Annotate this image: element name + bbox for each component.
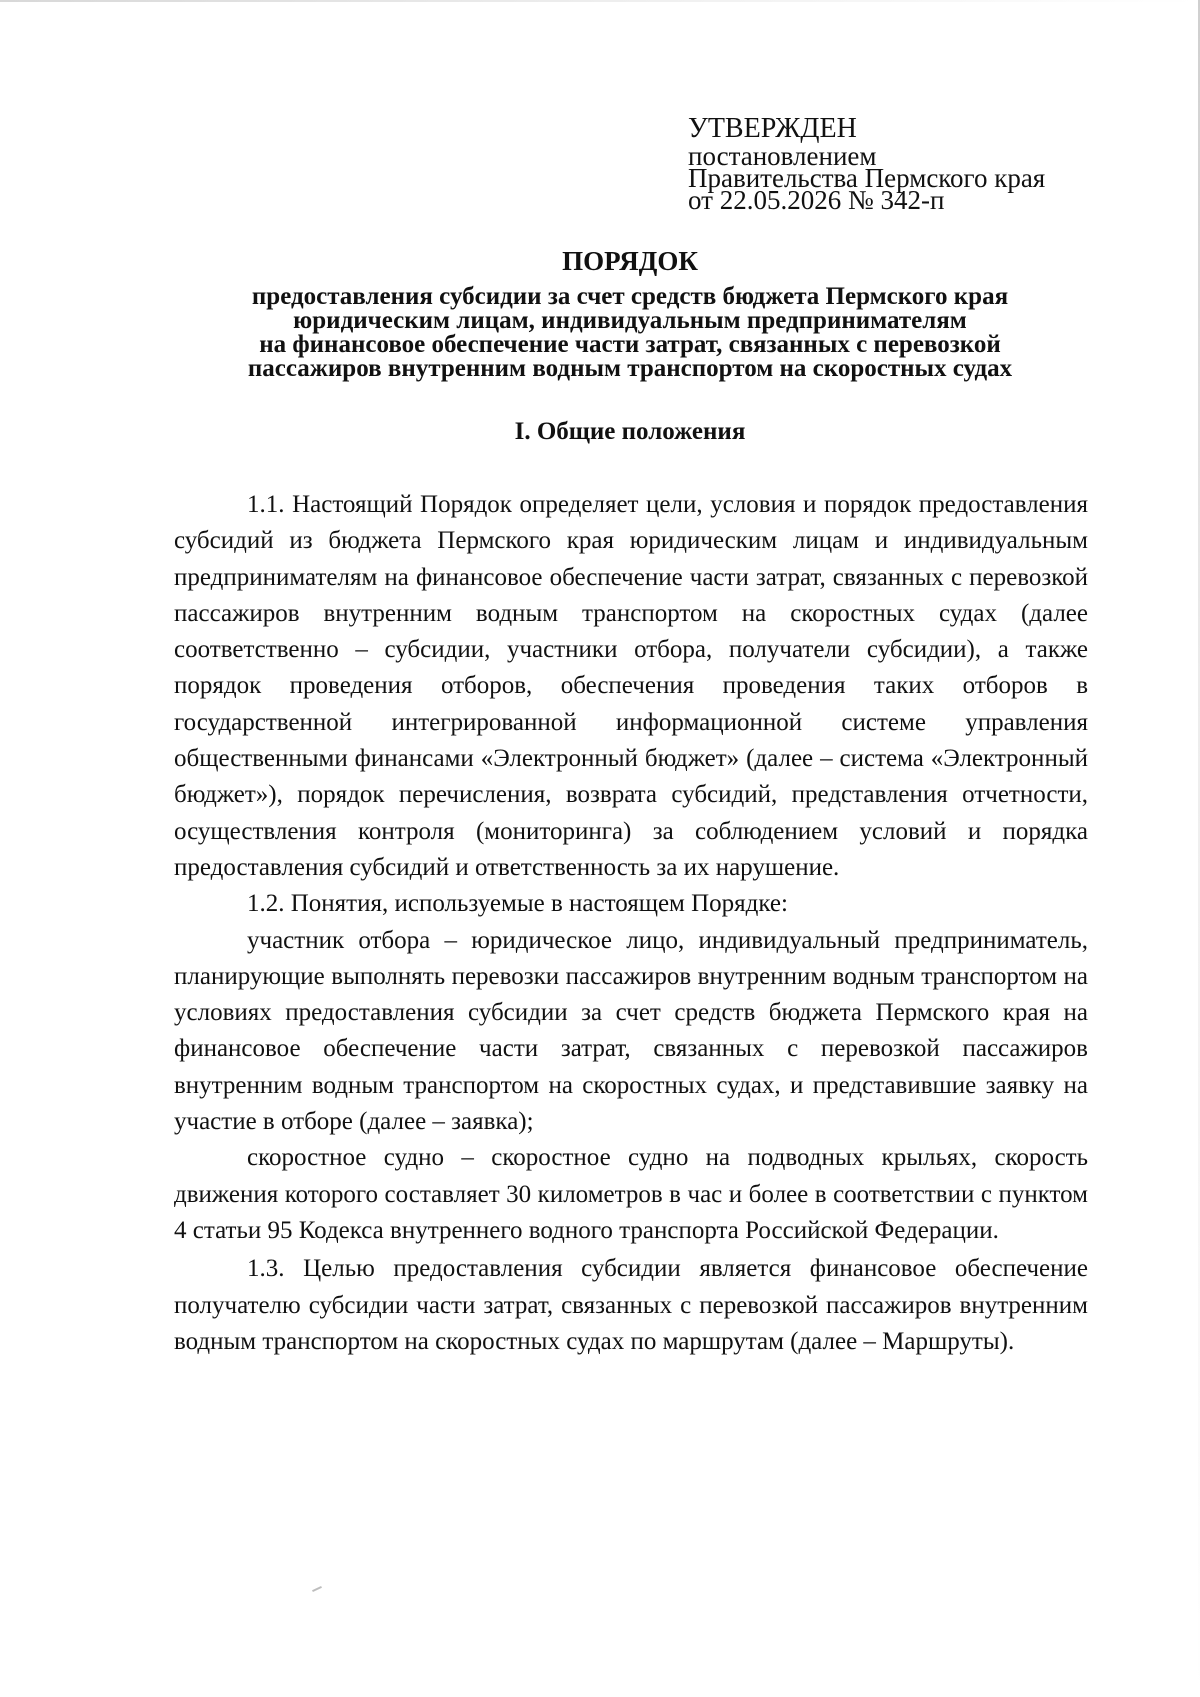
section-heading: I. Общие положения <box>514 418 746 445</box>
subtitle-line-4: пассажиров внутренним водным транспортом на скоростных судах <box>247 355 1013 382</box>
document-body <box>174 487 1088 1360</box>
subtitle-line-2: юридическим лицам, индивидуальным предпринимателям <box>293 307 967 334</box>
approval-line-1: постановлением <box>688 141 877 171</box>
paragraph-1-2: 1.2. Понятия, используемые в настоящем Порядке: <box>247 890 788 918</box>
scan-edge-top <box>0 0 1200 2</box>
paragraph-1-1: 1.1. Настоящий Порядок определяет цели, условия и порядок предоставления субсидий из бюджета Пермского края юридическим лицам и индивидуальным предпринимателям на финансовое обеспечение части затрат, связанных с перевозкой пассажиров внутренним водным транспортом на скоростных судах (далее соответственно – субсидии, участники отбора, получатели субсидии), а также порядок проведения отборов, обеспечения проведения таких отборов в государственной интегрированной информационной системе управления общественными финансами «Электронный бюджет» (далее – система «Электронный бюджет»), порядок перечисления, возврата субсидий, представления отчетности, осуществления контроля (мониторинга) за соблюдением условий и порядка предоставления субсидий и ответственность за их нарушение. <box>174 491 1088 881</box>
approved-label: УТВЕРЖДЕН <box>688 113 857 144</box>
definition-fast-vessel: скоростное судно – скоростное судно на подводных крыльях, скорость движения которого составляет 30 километров в час и более в соответствии с пунктом 4 статьи 95 Кодекса внутреннего водного транспорта Российской Федерации. <box>174 1144 1088 1244</box>
document-title: ПОРЯДОК <box>562 246 698 276</box>
subtitle-line-3: на финансовое обеспечение части затрат, связанных с перевозкой <box>259 331 1001 358</box>
paragraph-1-3: 1.3. Целью предоставления субсидии является финансовое обеспечение получателю субсидии части затрат, связанных с перевозкой пассажиров внутренним водным транспортом на скоростных судах по маршрутам (далее – Маршруты). <box>174 1255 1088 1355</box>
approval-stamp-block <box>688 113 1108 215</box>
document-subtitle <box>170 285 1090 381</box>
stray-pencil-mark <box>312 1586 322 1592</box>
definition-participant: участник отбора – юридическое лицо, индивидуальный предприниматель, планирующие выполнять перевозки пассажиров внутренним водным транспортом на условиях предоставления субсидии за счет средств бюджета Пермского края на финансовое обеспечение части затрат, связанных с перевозкой пассажиров внутренним водным транспортом на скоростных судах, и представившие заявку на участие в отборе (далее – заявка); <box>174 926 1088 1136</box>
approval-line-2: Правительства Пермского края <box>688 163 1046 193</box>
approval-date-number: от 22.05.2026 № 342-п <box>688 185 945 215</box>
subtitle-line-1: предоставления субсидии за счет средств бюджета Пермского края <box>251 283 1009 310</box>
